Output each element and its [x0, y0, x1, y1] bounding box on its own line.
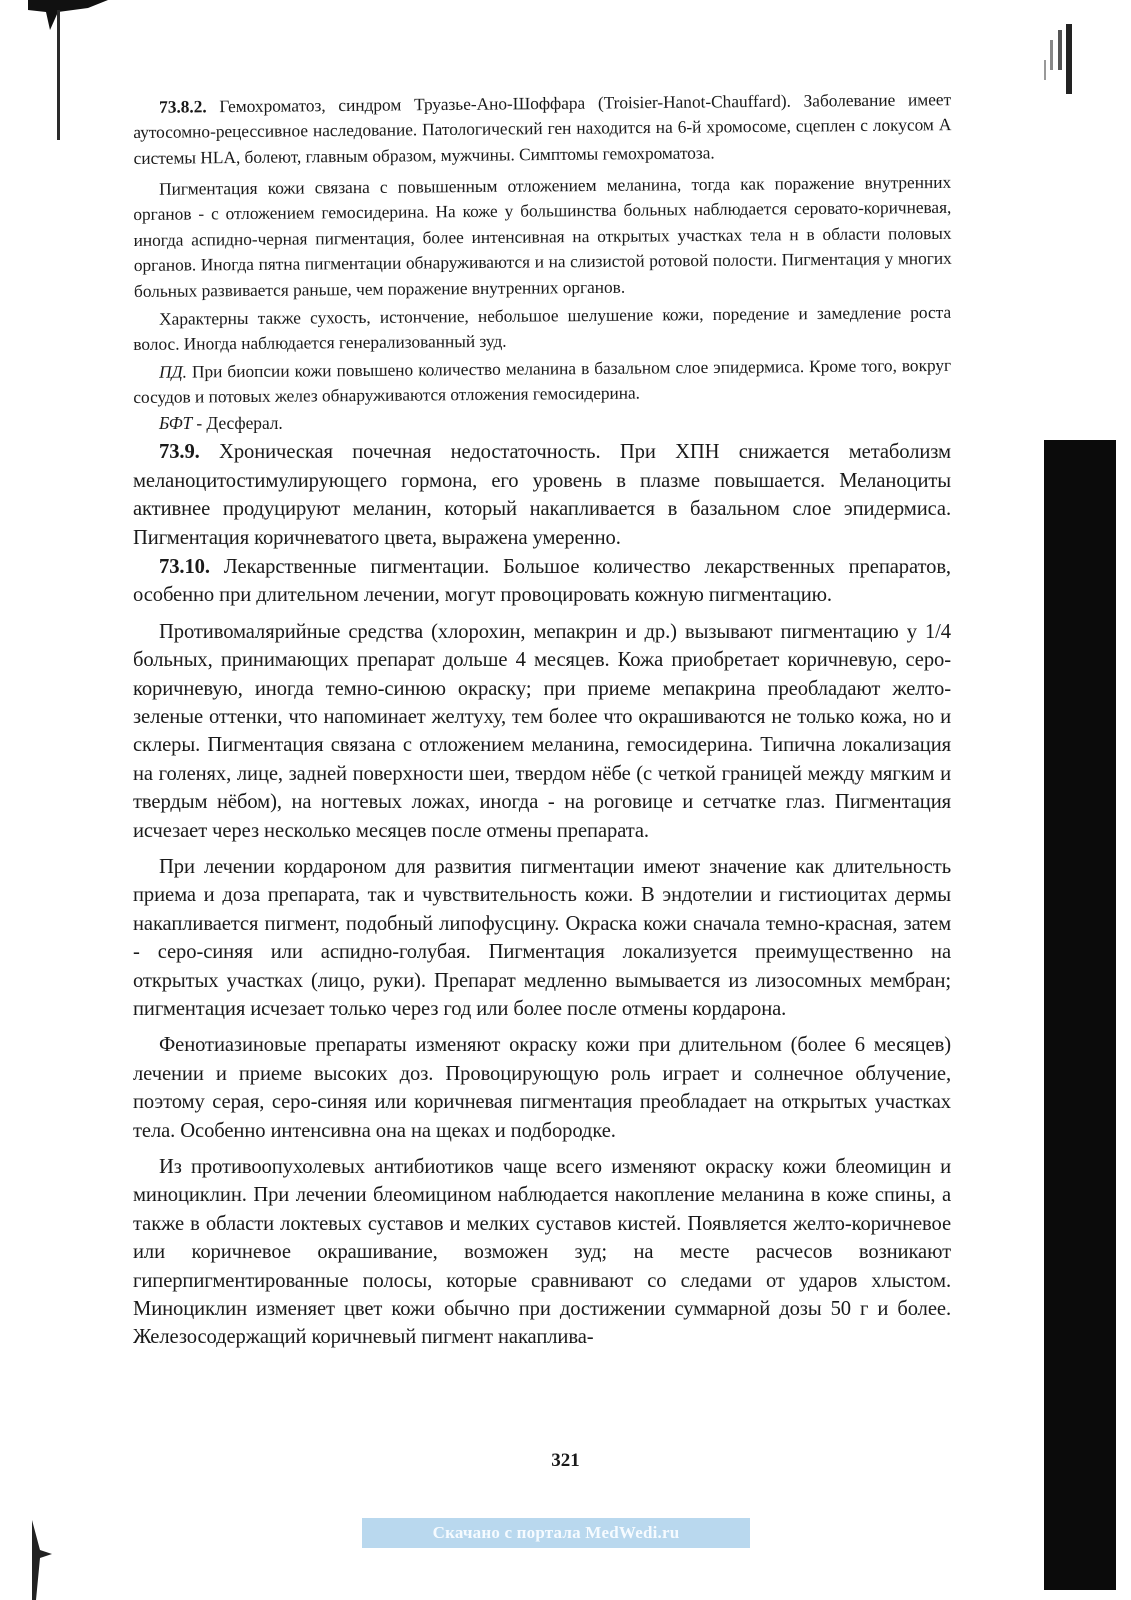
- paragraph: Характерны также сухость, истончение, небольшое шелушение кожи, поредение и замедление роста волос. Иногда наблюдается генерализованный зуд.: [133, 302, 952, 355]
- section-number: 73.8.2.: [159, 96, 207, 117]
- label-bft: БФТ: [159, 412, 193, 433]
- section-number: 73.10.: [159, 555, 210, 578]
- paragraph: Фенотиазиновые препараты изменяют окраску кожи при длительном (более 6 месяцев) лечении и приеме высоких доз. Провоцирующую роль играет и солнечное облучение, поэтому серая, серо-синяя или коричневая пигментация преобладает на открытых участках тела. Особенно интенсивна она на щеках и подбородке.: [133, 1034, 951, 1142]
- scan-right-noise: [1040, 20, 1080, 100]
- paragraph-text: - Десферал.: [192, 412, 283, 433]
- paragraph-text: Гемохроматоз, синдром Труазье-Ано-Шоффара (Troisier-Hanot-Chauffard). Заболевание имеет аутосомно-рецессивное наследование. Патологический ген находится на 6-й хромосоме, сцеплен с локусом А системы HLA, болеют, главным образом, мужчины. Симптомы гемохроматоза.: [133, 89, 952, 168]
- paragraph: При лечении кордароном для развития пигментации имеют значение как длительность приема и доза препарата, так и чувствительность кожи. В эндотелии и гистиоцитах дермы накапливается пигмент, подобный липофусцину. Окраска кожи сначала темно-красная, затем - серо-синяя или аспидно-голубая. Пигментация локализуется преимущественно на открытых участках (лицо, руки). Препарат медленно вымывается из лизосомных мембран; пигментация исчезает только через год или более после отмены кордарона.: [133, 855, 951, 1020]
- paragraph-73-8-2: [133, 87, 952, 171]
- label-pd: ПД.: [159, 361, 188, 382]
- paragraph-text: Хроническая почечная недостаточность. При ХПН снижается метаболизм меланоцитостимулирующего гормона, его уровень в плазме повышается. Меланоциты активнее продуцируют меланин, который накапливается в базальном слое эпидермиса. Пигментация коричневатого цвета, выражена умеренно.: [133, 441, 951, 549]
- section-number: 73.9.: [159, 441, 200, 464]
- scan-binding-shadow: [1044, 440, 1116, 1590]
- download-banner: Скачано с портала MedWedi.ru: [362, 1518, 750, 1548]
- scan-corner-mark: [28, 0, 108, 40]
- page-number: 321: [551, 1450, 580, 1471]
- paragraph-text: Лекарственные пигментации. Большое количество лекарственных препаратов, особенно при длительном лечении, могут провоцировать кожную пигментацию.: [133, 555, 951, 607]
- paragraph: Пигментация кожи связана с повышенным отложением меланина, тогда как поражение внутренних органов - с отложением гемосидерина. На коже у большинства больных наблюдается серовато-коричневая, иногда аспидно-черная пигментация, более интенсивная на открытых участках тела н в области половых органов. Иногда пятна пигментации обнаруживаются и на слизистой ротовой полости. Пигментация у многих больных развивается раньше, чем поражение внутренних органов.: [133, 172, 952, 301]
- paragraph: Противомалярийные средства (хлорохин, мепакрин и др.) вызывают пигментацию у 1/4 больных, принимающих препарат дольше 4 месяцев. Кожа приобретает коричневую, серо-коричневую, иногда темно-синюю окраску; при приеме мепакрина преобладают желто-зеленые оттенки, что напоминает желтуху, тем более что окрашиваются не только кожа, но и склеры. Пигментация связана с отложением меланина, гемосидерина. Типична локализация на голенях, лице, задней поверхности шеи, твердом нёбе (с четкой границей между мягким и твердым нёбом), на ногтевых ложах, иногда - на роговице и сетчатке глаз. Пигментация исчезает через несколько месяцев после отмены препарата.: [133, 620, 951, 842]
- paragraph-text: При биопсии кожи повышено количество меланина в базальном слое эпидермиса. Кроме того, вокруг сосудов и потовых желез обнаруживаются отложения гемосидерина.: [133, 354, 952, 408]
- scan-bottom-left-mark: [30, 1520, 54, 1600]
- paragraph-pd: [133, 353, 951, 411]
- paragraph: Из противоопухолевых антибиотиков чаще всего изменяют окраску кожи блеомицин и миноциклин. При лечении блеомицином наблюдается накопление меланина в коже спины, а также в области локтевых суставов и мелких суставов кистей. Появляется желто-коричневое или коричневое окрашивание, возможен зуд; на месте расчесов возникают гиперпигментированные полосы, которые сравнивают со следами от ударов хлыстом. Миноциклин изменяет цвет кожи обычно при достижении суммарной дозы 50 г и более. Железосодержащий коричневый пигмент накаплива-: [133, 1156, 951, 1349]
- scan-left-line: [57, 10, 60, 140]
- paragraph-bft: [133, 411, 951, 436]
- paragraph-73-10: [133, 553, 951, 610]
- page-text: [133, 89, 952, 1352]
- paragraph-73-9: [133, 438, 951, 552]
